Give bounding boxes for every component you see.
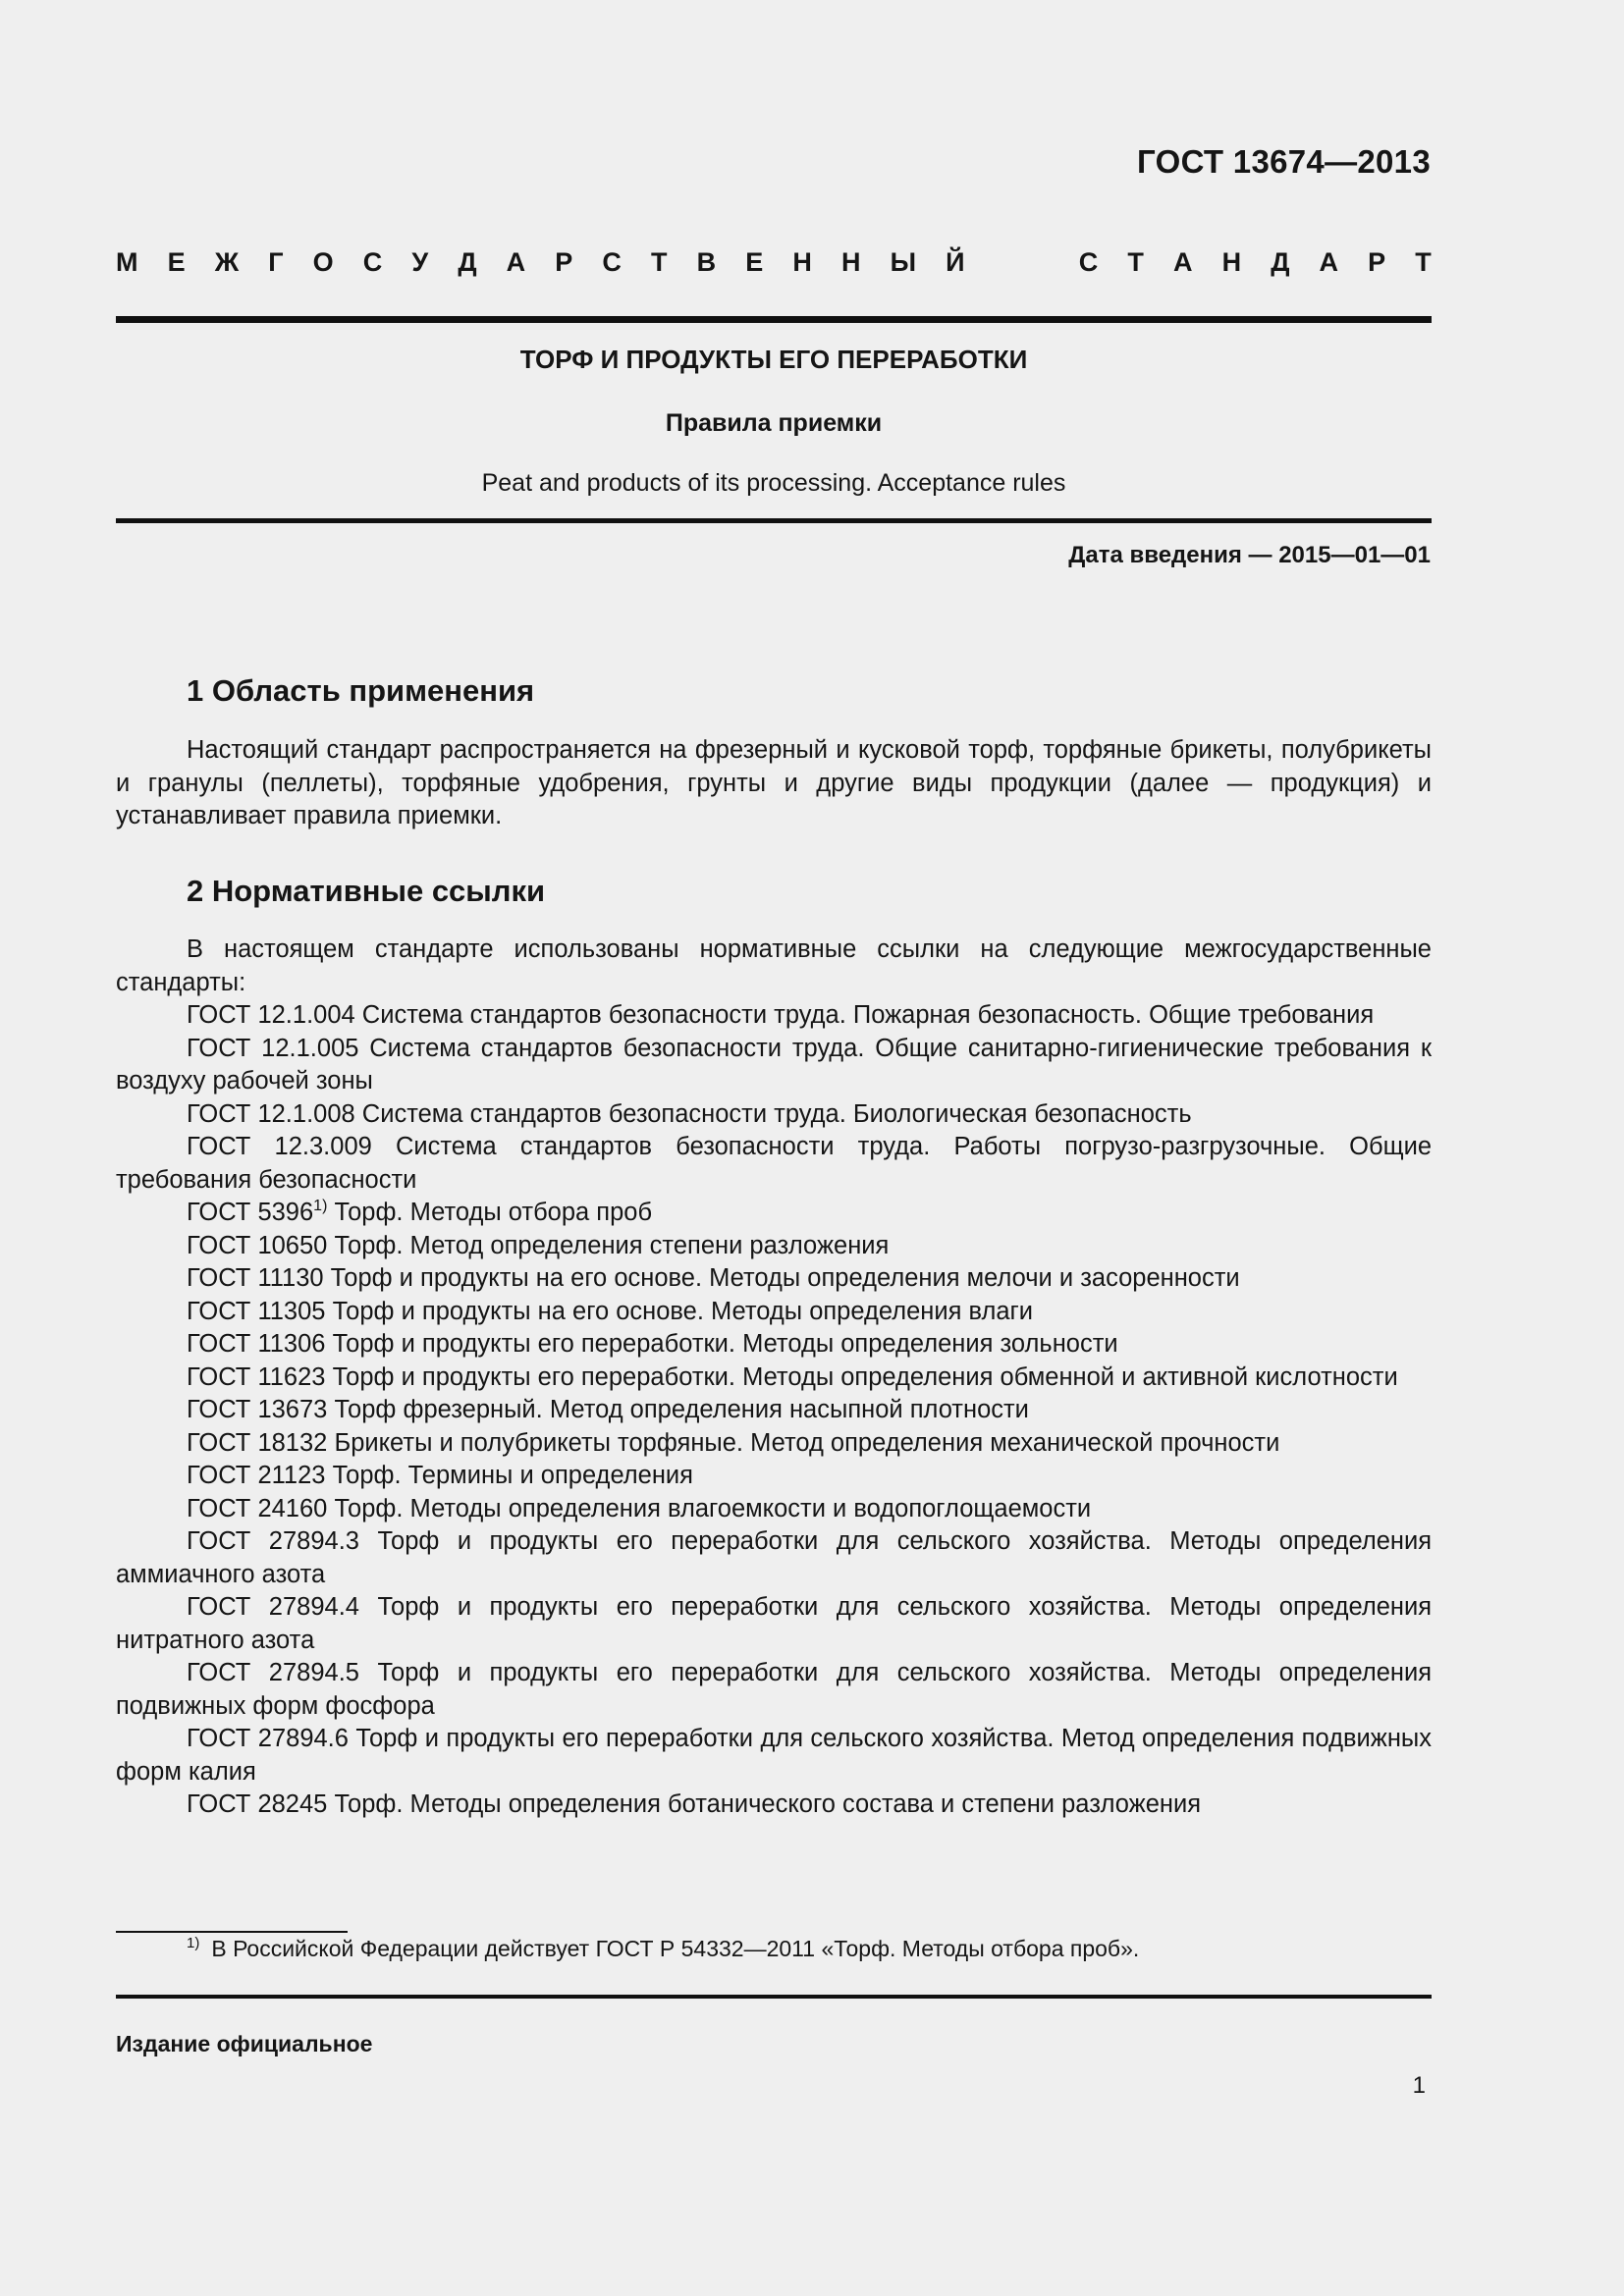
- banner-letter: Ж: [214, 247, 240, 277]
- banner-letter: Н: [792, 247, 812, 277]
- section-1-body: [116, 734, 1432, 833]
- reference-code: ГОСТ 11130: [187, 1264, 324, 1292]
- reference-code: ГОСТ 27894.6: [187, 1725, 349, 1752]
- header-rule: [116, 316, 1432, 323]
- reference-item: [116, 1460, 1432, 1493]
- reference-code: ГОСТ 12.3.009: [187, 1133, 372, 1160]
- banner-letter: Т: [651, 247, 668, 277]
- reference-title: Торф и продукты его переработки для сельского хозяйства. Методы определения аммиачного азота: [116, 1527, 1433, 1588]
- reference-code: ГОСТ 28245: [187, 1790, 328, 1818]
- reference-code: ГОСТ 12.1.005: [187, 1034, 359, 1062]
- section-2-body: [116, 934, 1432, 1822]
- reference-title: Торф и продукты его переработки. Методы определения обменной и активной кислотности: [332, 1362, 1398, 1391]
- reference-code: ГОСТ 13673: [187, 1396, 328, 1423]
- banner-letter: Н: [1221, 247, 1242, 277]
- banner-letter: У: [411, 247, 429, 277]
- reference-code: ГОСТ 12.1.004: [187, 1001, 355, 1029]
- banner-letter: Д: [1271, 247, 1290, 277]
- introduction-date: Дата введения — 2015—01—01: [1068, 542, 1431, 568]
- reference-title: Торф. Методы определения влагоемкости и водопоглощаемости: [334, 1494, 1092, 1522]
- reference-code: ГОСТ 24160: [187, 1494, 328, 1522]
- reference-title: Торф фрезерный. Метод определения насыпной плотности: [334, 1396, 1029, 1423]
- reference-item: [116, 1591, 1432, 1657]
- banner-letter: Н: [840, 247, 861, 277]
- official-edition-label: Издание официальное: [116, 2031, 373, 2056]
- reference-code: ГОСТ 21123: [187, 1462, 326, 1489]
- reference-title: Торф и продукты его переработки. Методы определения зольности: [332, 1330, 1118, 1358]
- banner-letter: Г: [268, 247, 284, 277]
- banner-letter: А: [1172, 247, 1193, 277]
- banner-word-gap: [995, 247, 1050, 278]
- reference-title: Торф и продукты его переработки для сельского хозяйства. Методы определения нитратного азота: [116, 1593, 1433, 1654]
- reference-code: ГОСТ 18132: [187, 1428, 328, 1457]
- reference-title: Торф и продукты его переработки для сельского хозяйства. Метод определения подвижных форм калия: [116, 1725, 1432, 1786]
- footer-rule: [116, 1995, 1432, 1999]
- reference-code: ГОСТ 10650: [187, 1231, 328, 1259]
- reference-item: [116, 1230, 1432, 1263]
- standard-banner: [116, 247, 1432, 278]
- banner-letter: М: [116, 247, 138, 277]
- reference-item: [116, 1525, 1432, 1591]
- reference-title: Брикеты и полубрикеты торфяные. Метод определения механической прочности: [334, 1428, 1280, 1457]
- reference-item: [116, 1296, 1432, 1329]
- banner-letter: Т: [1415, 247, 1432, 277]
- reference-code: ГОСТ 27894.5: [187, 1659, 359, 1686]
- reference-code: ГОСТ 5396: [187, 1199, 314, 1226]
- reference-title: Торф. Термины и определения: [332, 1462, 693, 1489]
- banner-letter: В: [696, 247, 717, 277]
- banner-letter: Ы: [890, 247, 917, 277]
- english-title: Peat and products of its processing. Acceptance rules: [481, 469, 1066, 497]
- banner-letter: Й: [946, 247, 965, 277]
- reference-title: Система стандартов безопасности труда. Биологическая безопасность: [361, 1099, 1192, 1128]
- footnote-text: В Российской Федерации действует ГОСТ Р 54332—2011 «Торф. Методы отбора проб».: [211, 1936, 1140, 1961]
- document-subtitle: Правила приемки: [665, 409, 883, 437]
- section-2-heading: 2 Нормативные ссылки: [187, 874, 546, 908]
- reference-code: ГОСТ 11306: [187, 1330, 326, 1358]
- reference-item: [116, 1789, 1432, 1822]
- document-number: ГОСТ 13674—2013: [1137, 143, 1431, 180]
- reference-item: [116, 1362, 1432, 1395]
- reference-title: Торф. Метод определения степени разложения: [334, 1231, 890, 1259]
- banner-letter: А: [1319, 247, 1339, 277]
- reference-title: Торф. Методы отбора проб: [334, 1199, 653, 1226]
- reference-code: ГОСТ 27894.4: [187, 1593, 359, 1621]
- banner-letter: Д: [458, 247, 477, 277]
- page-number: 1: [1412, 2072, 1426, 2099]
- footnote-reference-mark: 1): [313, 1198, 328, 1214]
- scope-paragraph: Настоящий стандарт распространяется на фрезерный и кусковой торф, торфяные брикеты, полубрикеты и гранулы (пеллеты), торфяные удобрения, грунты и другие виды продукции (далее — продукция) и устанавливает правила приемки.: [116, 736, 1432, 829]
- reference-item: [116, 1723, 1432, 1789]
- references-list: [116, 999, 1432, 1822]
- banner-letter: Р: [555, 247, 573, 277]
- section-1-heading: 1 Область применения: [187, 673, 535, 708]
- reference-title: Торф. Методы определения ботанического состава и степени разложения: [334, 1790, 1202, 1818]
- reference-item: [116, 1394, 1432, 1427]
- reference-item: [116, 1197, 1432, 1230]
- reference-code: ГОСТ 11623: [187, 1362, 326, 1391]
- reference-title: Торф и продукты на его основе. Методы определения мелочи и засоренности: [330, 1264, 1240, 1292]
- reference-code: ГОСТ 27894.3: [187, 1527, 359, 1555]
- reference-item: [116, 1098, 1432, 1132]
- banner-letter: С: [1078, 247, 1099, 277]
- reference-title: Торф и продукты его переработки для сельского хозяйства. Методы определения подвижных форм фосфора: [116, 1659, 1433, 1720]
- document-title: ТОРФ И ПРОДУКТЫ ЕГО ПЕРЕРАБОТКИ: [519, 345, 1028, 374]
- reference-code: ГОСТ 12.1.008: [187, 1099, 355, 1128]
- banner-letter: Т: [1127, 247, 1144, 277]
- references-intro: В настоящем стандарте использованы нормативные ссылки на следующие межгосударственные стандарты:: [116, 935, 1432, 996]
- footnote-separator: [116, 1931, 348, 1933]
- footnote-mark: 1): [187, 1935, 200, 1951]
- reference-item: [116, 1328, 1432, 1362]
- banner-letter: Р: [1368, 247, 1386, 277]
- reference-code: ГОСТ 11305: [187, 1297, 326, 1325]
- reference-title: Система стандартов безопасности труда. Пожарная безопасность. Общие требования: [361, 1001, 1375, 1029]
- footnote: [187, 1936, 1139, 1962]
- banner-letter: С: [362, 247, 383, 277]
- reference-item: [116, 1033, 1432, 1098]
- reference-item: [116, 1657, 1432, 1723]
- banner-letter: Е: [745, 247, 764, 277]
- banner-letter: А: [506, 247, 526, 277]
- reference-title: Система стандартов безопасности труда. Работы погрузо-разгрузочные. Общие требования безопасности: [116, 1133, 1432, 1194]
- banner-letter: Е: [167, 247, 186, 277]
- reference-item: [116, 1131, 1432, 1197]
- banner-letter: С: [602, 247, 622, 277]
- reference-item: [116, 999, 1432, 1033]
- banner-letter: О: [312, 247, 334, 277]
- reference-title: Торф и продукты на его основе. Методы определения влаги: [332, 1297, 1034, 1325]
- title-rule: [116, 518, 1432, 523]
- reference-item: [116, 1427, 1432, 1461]
- reference-item: [116, 1493, 1432, 1526]
- reference-item: [116, 1262, 1432, 1296]
- reference-title: Система стандартов безопасности труда. Общие санитарно-гигиенические требования к воздуху рабочей зоны: [116, 1034, 1433, 1095]
